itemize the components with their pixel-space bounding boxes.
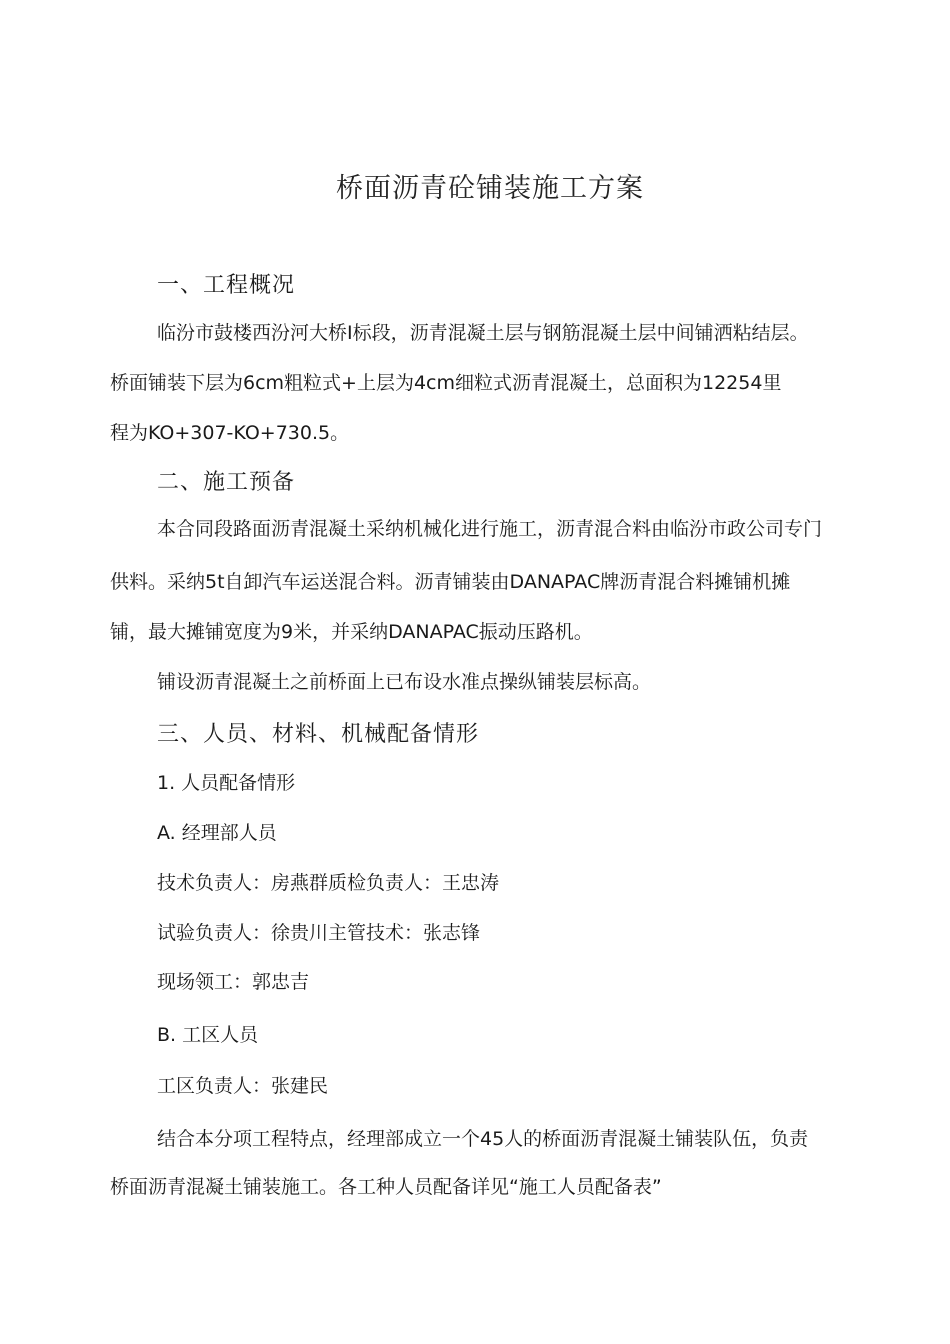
paragraph-line: 程为KO+307-KO+730.5。 <box>110 422 350 444</box>
paragraph-line: 工区负责人：张建民 <box>157 1075 329 1097</box>
paragraph-line: 桥面铺装下层为6cm粗粒式+上层为4cm细粒式沥青混凝土，总面积为12254里 <box>110 372 782 394</box>
paragraph-line: 临汾市鼓楼西汾河大桥Ⅰ标段，沥青混凝土层与钢筋混凝土层中间铺洒粘结层。 <box>157 322 809 344</box>
paragraph-line: 桥面沥青混凝土铺装施工。各工种人员配备详见“施工人员配备表” <box>110 1176 662 1198</box>
paragraph-line: 结合本分项工程特点，经理部成立一个45人的桥面沥青混凝土铺装队伍，负责 <box>157 1128 809 1150</box>
paragraph-line: 技术负责人：房燕群质检负责人：王忠涛 <box>157 872 500 894</box>
paragraph-line: 供料。采纳5t自卸汽车运送混合料。沥青铺装由DANAPAC牌沥青混合料摊铺机摊 <box>110 571 791 593</box>
paragraph-line: 本合同段路面沥青混凝土采纳机械化进行施工，沥青混合料由临汾市政公司专门 <box>157 518 823 540</box>
paragraph-line: 试验负责人：徐贵川主管技术：张志锋 <box>157 922 481 944</box>
paragraph-line: 铺，最大摊铺宽度为9米，并采纳DANAPAC振动压路机。 <box>110 621 593 643</box>
section-heading-overview: 一、工程概况 <box>157 273 296 298</box>
section-heading-preparation: 二、施工预备 <box>157 470 296 495</box>
paragraph-line: 现场领工：郭忠吉 <box>157 971 310 993</box>
subheading-personnel: 1. 人员配备情形 <box>157 772 296 794</box>
paragraph-line: 铺设沥青混凝土之前桥面上已布设水准点操纵铺装层标高。 <box>157 671 652 693</box>
subheading-management: A. 经理部人员 <box>157 822 277 844</box>
subheading-work-area: B. 工区人员 <box>157 1024 259 1046</box>
section-heading-resources: 三、人员、材料、机械配备情形 <box>157 722 480 747</box>
document-title: 桥面沥青砼铺装施工方案 <box>336 173 644 204</box>
